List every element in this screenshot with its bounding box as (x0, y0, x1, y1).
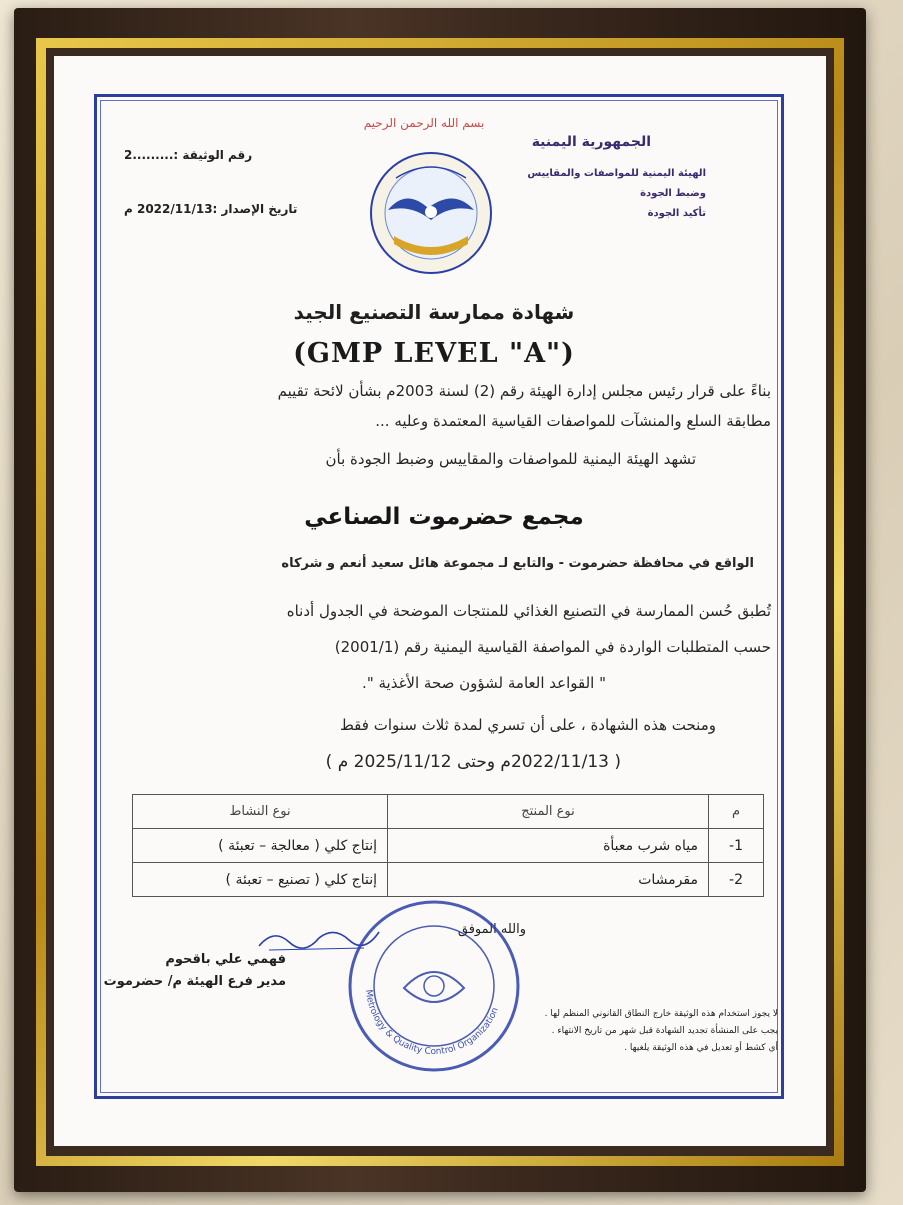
body-line-1: بناءً على قرار رئيس مجلس إدارة الهيئة رقم (2) لسنة 2003م بشأن لائحة تقييم (277, 382, 771, 400)
col-header-number: م (709, 795, 764, 829)
authority-logo (366, 148, 496, 278)
col-header-product: نوع المنتج (388, 795, 709, 829)
body-line-3: تشهد الهيئة اليمنية للمواصفات والمقاييس وضبط الجودة بأن (325, 450, 696, 468)
company-name: مجمع حضرموت الصناعي (304, 504, 584, 530)
certificate-paper (54, 56, 826, 1146)
table-header-row (133, 795, 764, 829)
body-line-6: حسب المتطلبات الواردة في المواصفة القياسية اليمنية رقم (2001/1) (334, 638, 771, 656)
authority-lines (527, 164, 706, 224)
stamp-text: Metrology & Quality Control Organization (363, 989, 501, 1058)
row-activity: إنتاج كلي ( معالجة – تعبئة ) (133, 829, 388, 863)
authority-line: تأكيد الجودة (647, 208, 706, 219)
body-line-5: تُطبق حُسن الممارسة في التصنيع الغذائي للمنتجات الموضحة في الجدول أدناه (286, 602, 771, 620)
table-row (133, 829, 764, 863)
basmala: بسم الله الرحمن الرحيم (363, 116, 485, 130)
note-item: لا يجوز استخدام هذه الوثيقة خارج النطاق القانوني المنظم لها . (544, 1009, 778, 1019)
company-location: الواقع في محافظة حضرموت - والتابع لـ مجموعة هائل سعيد أنعم و شركاه (281, 556, 754, 571)
signer-role: مدير فرع الهيئة م/ حضرموت (103, 974, 286, 989)
body-line-2: مطابقة السلع والمنشآت للمواصفات القياسية المعتمدة وعليه ... (375, 412, 771, 430)
row-number: 1- (709, 829, 764, 863)
validity-period: ( 2022/11/13م وحتى 2025/11/12 م ) (325, 752, 621, 772)
col-header-activity: نوع النشاط (133, 795, 388, 829)
certificate-title-english: (GMP LEVEL "A") (293, 338, 575, 369)
row-product: مقرمشات (388, 863, 709, 897)
authority-line: الهيئة اليمنية للمواصفات والمقاييس (527, 168, 706, 179)
row-product: مياه شرب معبأة (388, 829, 709, 863)
note-item: يجب على المنشأة تجديد الشهادة قبل شهر من تاريخ الانتهاء . (551, 1026, 778, 1036)
document-number: رقم الوثيقة :.........2 (124, 148, 253, 162)
note-item: أي كشط أو تعديل في هذه الوثيقة يلغيها . (624, 1043, 778, 1053)
table-row (133, 863, 764, 897)
body-line-8: ومنحت هذه الشهادة ، على أن تسري لمدة ثلاث سنوات فقط (339, 716, 716, 734)
row-number: 2- (709, 863, 764, 897)
row-activity: إنتاج كلي ( تصنيع – تعبئة ) (133, 863, 388, 897)
authority-line: وضبط الجودة (640, 188, 706, 199)
closing-phrase: والله الموفق (457, 922, 526, 937)
certificate-title-arabic: شهادة ممارسة التصنيع الجيد (293, 300, 575, 324)
republic-title: الجمهورية اليمنية (531, 134, 651, 150)
issue-date: تاريخ الإصدار :2022/11/13 م (124, 202, 298, 216)
official-stamp (344, 896, 524, 1076)
body-line-7: " القواعد العامة لشؤون صحة الأغذية ". (362, 674, 606, 692)
footer-notes (545, 1006, 778, 1057)
products-table (132, 794, 764, 897)
signer-name: فهمي علي باقحوم (165, 952, 286, 967)
